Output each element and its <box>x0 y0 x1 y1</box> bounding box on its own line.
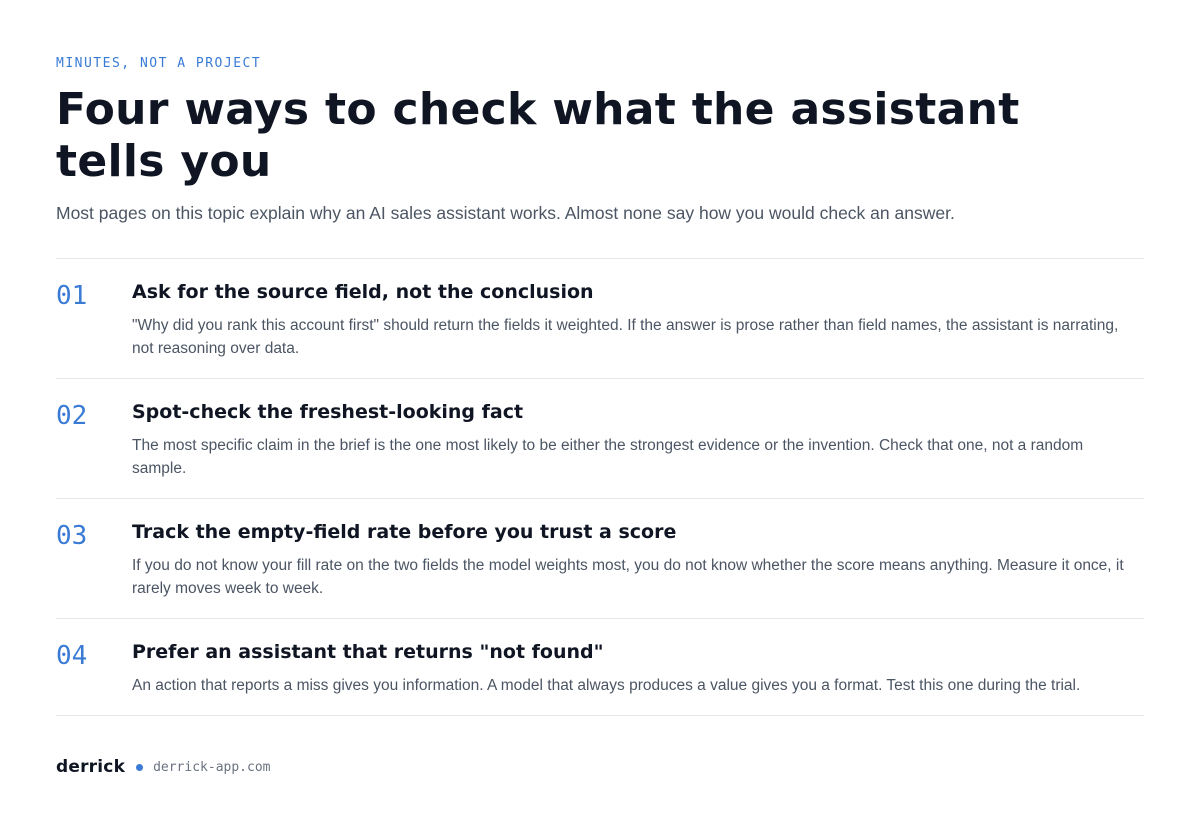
item-body: If you do not know your fill rate on the two fields the model weights most, you do not know whether the score means anything. Measure it once, it rarely moves week to week. <box>132 557 1124 597</box>
checklist <box>56 258 1144 716</box>
checklist-item <box>56 499 1144 619</box>
checklist-item <box>56 379 1144 499</box>
page-title: Four ways to check what the assistant tells you <box>56 84 1020 187</box>
item-number: 03 <box>56 521 88 551</box>
footer-domain: derrick-app.com <box>153 759 271 775</box>
separator-dot-icon <box>136 764 143 771</box>
item-body: "Why did you rank this account first" should return the fields it weighted. If the answer is prose rather than field names, the assistant is narrating, not reasoning over data. <box>132 317 1119 357</box>
checklist-item <box>56 619 1144 716</box>
brand-logo: derrick <box>56 757 126 777</box>
eyebrow-label: MINUTES, NOT A PROJECT <box>56 56 262 71</box>
checklist-item <box>56 259 1144 379</box>
item-body: The most specific claim in the brief is the one most likely to be either the strongest evidence or the invention. Check that one, not a random sample. <box>132 437 1084 477</box>
item-title: Prefer an assistant that returns "not found" <box>132 641 604 663</box>
page-subtitle: Most pages on this topic explain why an AI sales assistant works. Almost none say how you would check an answer. <box>56 203 955 223</box>
item-number: 02 <box>56 401 88 431</box>
item-title: Spot-check the freshest-looking fact <box>132 401 524 423</box>
footer <box>56 754 270 780</box>
item-body: An action that reports a miss gives you information. A model that always produces a value gives you a format. Test this one during the trial. <box>132 677 1081 694</box>
item-title: Track the empty-field rate before you trust a score <box>132 521 677 543</box>
item-number: 04 <box>56 641 88 671</box>
item-title: Ask for the source field, not the conclusion <box>132 281 594 303</box>
item-number: 01 <box>56 281 88 311</box>
